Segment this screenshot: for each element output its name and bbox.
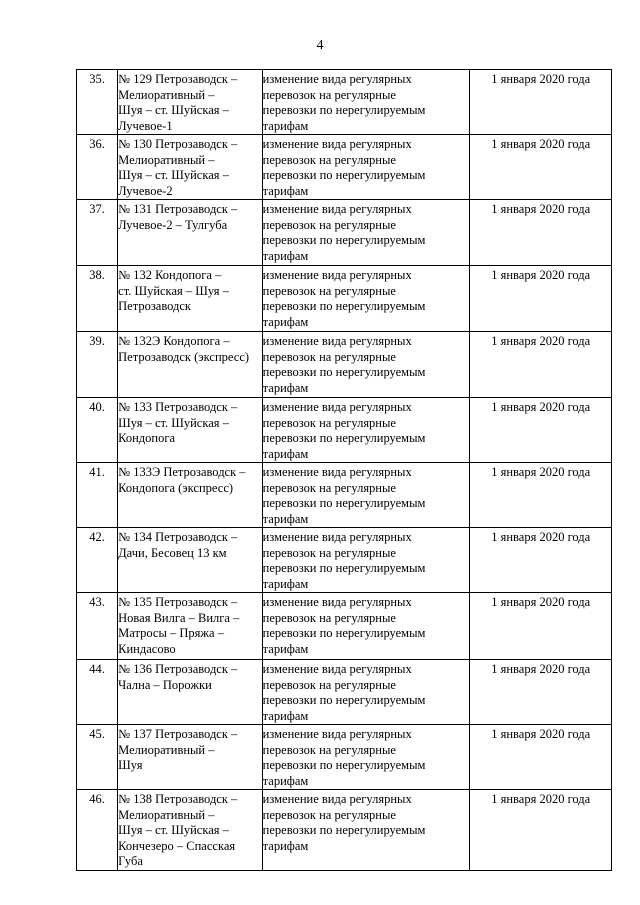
change-type-line: перевозок на регулярные <box>262 677 396 692</box>
change-type-cell <box>262 725 470 790</box>
effective-date-cell: 1 января 2020 года <box>470 790 612 871</box>
change-type-line: перевозок на регулярные <box>262 283 396 298</box>
route-line: Дачи, Бесовец 13 км <box>118 545 227 560</box>
change-type-line: тарифам <box>262 576 309 591</box>
route-line: № 130 Петрозаводск – <box>118 137 238 151</box>
table-row <box>77 790 612 871</box>
effective-date-cell: 1 января 2020 года <box>470 398 612 463</box>
route-line: № 137 Петрозаводск – <box>118 727 238 741</box>
table-row <box>77 70 612 135</box>
effective-date-cell: 1 января 2020 года <box>470 332 612 398</box>
change-type-line: тарифам <box>262 248 309 263</box>
change-type-line: перевозок на регулярные <box>262 610 396 625</box>
route-cell <box>118 790 263 871</box>
change-type-line: перевозок на регулярные <box>262 152 396 167</box>
route-line: Новая Вилга – Вилга – <box>118 610 240 625</box>
route-line: Шуя – ст. Шуйская – <box>118 415 229 430</box>
change-type-cell <box>262 70 470 135</box>
effective-date-cell: 1 января 2020 года <box>470 70 612 135</box>
route-cell <box>118 528 263 593</box>
page-number: 4 <box>316 38 324 53</box>
change-type-line: перевозки по нерегулируемым <box>262 561 426 575</box>
change-type-line: перевозок на регулярные <box>262 742 396 757</box>
route-line: № 131 Петрозаводск – <box>118 202 238 216</box>
change-type-line: изменение вида регулярных <box>262 202 412 216</box>
change-type-line: перевозки по нерегулируемым <box>262 823 426 837</box>
change-type-line: изменение вида регулярных <box>262 595 412 609</box>
row-number-cell: 39. <box>77 332 118 398</box>
effective-date-cell: 1 января 2020 года <box>470 135 612 200</box>
route-line: Мелиоративный – <box>118 807 215 822</box>
route-line: Лучевое-2 <box>118 183 173 198</box>
route-line: Чална – Порожки <box>118 677 212 692</box>
route-line: Лучевое-2 – Тулгуба <box>118 217 228 232</box>
route-cell <box>118 70 263 135</box>
route-line: № 136 Петрозаводск – <box>118 662 238 676</box>
change-type-cell <box>262 463 470 528</box>
route-line: ст. Шуйская – Шуя – <box>118 283 229 298</box>
change-type-line: тарифам <box>262 511 309 526</box>
change-type-line: изменение вида регулярных <box>262 662 412 676</box>
change-type-line: перевозки по нерегулируемым <box>262 168 426 182</box>
change-type-line: перевозки по нерегулируемым <box>262 103 426 117</box>
change-type-line: тарифам <box>262 838 309 853</box>
row-number-cell: 43. <box>77 593 118 660</box>
route-line: Кондопога <box>118 431 176 445</box>
table-row <box>77 398 612 463</box>
route-cell <box>118 725 263 790</box>
row-number-cell: 42. <box>77 528 118 593</box>
route-line: № 132 Кондопога – <box>118 268 222 282</box>
change-type-line: тарифам <box>262 118 309 133</box>
table-row <box>77 266 612 332</box>
effective-date-cell: 1 января 2020 года <box>470 725 612 790</box>
routes-table <box>76 69 612 871</box>
change-type-line: тарифам <box>262 641 309 656</box>
change-type-cell <box>262 200 470 266</box>
change-type-line: изменение вида регулярных <box>262 792 412 806</box>
route-line: Шуя – ст. Шуйская – <box>118 103 229 117</box>
change-type-line: перевозок на регулярные <box>262 87 396 102</box>
route-line: Мелиоративный – <box>118 87 215 102</box>
route-line: № 133Э Петрозаводск – <box>118 465 246 479</box>
change-type-line: перевозки по нерегулируемым <box>262 693 426 707</box>
change-type-line: перевозок на регулярные <box>262 415 396 430</box>
row-number-cell: 46. <box>77 790 118 871</box>
route-line: № 135 Петрозаводск – <box>118 595 238 609</box>
change-type-line: перевозки по нерегулируемым <box>262 299 426 313</box>
effective-date-cell: 1 января 2020 года <box>470 463 612 528</box>
route-cell <box>118 463 263 528</box>
route-line: Мелиоративный – <box>118 152 215 167</box>
change-type-cell <box>262 528 470 593</box>
change-type-line: перевозки по нерегулируемым <box>262 431 426 445</box>
change-type-line: перевозок на регулярные <box>262 349 396 364</box>
change-type-line: тарифам <box>262 446 309 461</box>
change-type-line: изменение вида регулярных <box>262 72 412 86</box>
route-line: Кондопога (экспресс) <box>118 480 234 495</box>
change-type-line: изменение вида регулярных <box>262 400 412 414</box>
route-line: Кончезеро – Спасская <box>118 838 236 853</box>
route-line: № 134 Петрозаводск – <box>118 530 238 544</box>
change-type-cell <box>262 790 470 871</box>
route-line: Шуя – ст. Шуйская – <box>118 168 229 182</box>
route-line: Мелиоративный – <box>118 742 215 757</box>
row-number-cell: 38. <box>77 266 118 332</box>
change-type-cell <box>262 660 470 725</box>
row-number-cell: 36. <box>77 135 118 200</box>
table-row <box>77 528 612 593</box>
change-type-line: перевозок на регулярные <box>262 545 396 560</box>
change-type-line: изменение вида регулярных <box>262 334 412 348</box>
route-line: Петрозаводск <box>118 299 192 313</box>
change-type-line: изменение вида регулярных <box>262 727 412 741</box>
change-type-line: изменение вида регулярных <box>262 530 412 544</box>
table-row <box>77 200 612 266</box>
effective-date-cell: 1 января 2020 года <box>470 266 612 332</box>
routes-table-body <box>77 70 612 871</box>
route-line: № 132Э Кондопога – <box>118 334 230 348</box>
row-number-cell: 35. <box>77 70 118 135</box>
change-type-line: изменение вида регулярных <box>262 268 412 282</box>
route-line: Шуя <box>118 758 143 772</box>
route-line: Шуя – ст. Шуйская – <box>118 823 229 837</box>
table-row <box>77 463 612 528</box>
effective-date-cell: 1 января 2020 года <box>470 660 612 725</box>
change-type-cell <box>262 398 470 463</box>
table-row <box>77 725 612 790</box>
route-line: Лучевое-1 <box>118 118 173 133</box>
table-row <box>77 593 612 660</box>
change-type-line: перевозки по нерегулируемым <box>262 626 426 640</box>
table-row <box>77 660 612 725</box>
row-number-cell: 44. <box>77 660 118 725</box>
change-type-line: перевозок на регулярные <box>262 480 396 495</box>
route-cell <box>118 593 263 660</box>
route-cell <box>118 200 263 266</box>
change-type-line: перевозки по нерегулируемым <box>262 365 426 379</box>
effective-date-cell: 1 января 2020 года <box>470 200 612 266</box>
change-type-cell <box>262 266 470 332</box>
row-number-cell: 45. <box>77 725 118 790</box>
route-cell <box>118 135 263 200</box>
change-type-line: перевозки по нерегулируемым <box>262 233 426 247</box>
change-type-cell <box>262 332 470 398</box>
change-type-line: тарифам <box>262 380 309 395</box>
route-cell <box>118 660 263 725</box>
change-type-line: изменение вида регулярных <box>262 465 412 479</box>
change-type-cell <box>262 593 470 660</box>
change-type-line: перевозки по нерегулируемым <box>262 496 426 510</box>
change-type-line: тарифам <box>262 773 309 788</box>
route-line: Петрозаводск (экспресс) <box>118 349 250 364</box>
route-line: № 129 Петрозаводск – <box>118 72 238 86</box>
route-cell <box>118 266 263 332</box>
change-type-line: тарифам <box>262 183 309 198</box>
route-line: № 133 Петрозаводск – <box>118 400 238 414</box>
table-row <box>77 135 612 200</box>
change-type-line: тарифам <box>262 314 309 329</box>
table-row <box>77 332 612 398</box>
route-cell <box>118 398 263 463</box>
change-type-line: перевозок на регулярные <box>262 217 396 232</box>
route-line: Матросы – Пряжа – <box>118 626 224 640</box>
effective-date-cell: 1 января 2020 года <box>470 528 612 593</box>
route-cell <box>118 332 263 398</box>
route-line: Киндасово <box>118 641 176 656</box>
effective-date-cell: 1 января 2020 года <box>470 593 612 660</box>
change-type-line: перевозки по нерегулируемым <box>262 758 426 772</box>
route-line: Губа <box>118 854 143 868</box>
change-type-line: тарифам <box>262 708 309 723</box>
row-number-cell: 40. <box>77 398 118 463</box>
change-type-line: изменение вида регулярных <box>262 137 412 151</box>
route-line: № 138 Петрозаводск – <box>118 792 238 806</box>
change-type-cell <box>262 135 470 200</box>
change-type-line: перевозок на регулярные <box>262 807 396 822</box>
row-number-cell: 37. <box>77 200 118 266</box>
row-number-cell: 41. <box>77 463 118 528</box>
